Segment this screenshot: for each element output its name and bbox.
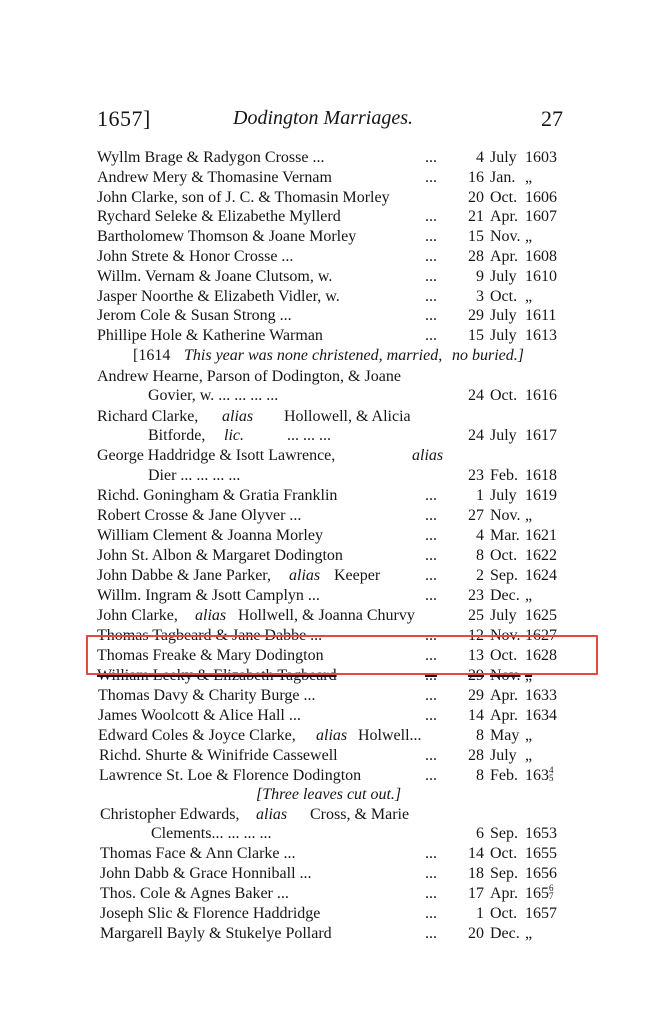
entry-dots: ...: [425, 747, 437, 764]
entry-clarke-line2: [0, 426, 667, 446]
marriage-entry: [0, 227, 667, 247]
entry-year: „: [525, 667, 533, 684]
entry-dots: ...: [425, 767, 437, 784]
entry-name: John Strete & Honor Crosse ...: [97, 248, 294, 265]
marriage-entry: [0, 904, 667, 924]
page-number: 27: [541, 106, 563, 131]
entry-month: Dec.: [490, 925, 520, 942]
entry-dots: ...: [425, 707, 437, 724]
entry-day: 24: [468, 427, 484, 444]
entry-year: 1603: [525, 149, 557, 166]
entry-year: 1619: [525, 487, 557, 504]
entry-day: 9: [476, 267, 484, 285]
entry-edwards-line1: [0, 805, 667, 825]
entry-month: Oct.: [490, 905, 518, 922]
marriage-entry: [0, 526, 667, 546]
entry-year: 1617: [525, 427, 557, 444]
entry-dots: ...: [425, 567, 437, 584]
entry-month: Oct.: [490, 188, 518, 206]
marriage-entry: [0, 148, 667, 168]
marriage-entry: [0, 864, 667, 884]
marriage-entry: [0, 884, 667, 904]
marriage-entry: [0, 326, 667, 346]
entry-day: 29: [468, 307, 484, 325]
entry-name: William Clement & Joanna Morley: [97, 527, 323, 544]
entry-name: John Clarke,: [97, 607, 178, 624]
entry-day: 8: [476, 547, 484, 564]
entry-name: Thos. Cole & Agnes Baker ...: [100, 885, 289, 902]
entry-year: 1628: [525, 647, 557, 664]
entry-month: Apr.: [490, 707, 518, 724]
year-fraction: 4 5: [549, 765, 554, 783]
entry-year: 1627: [525, 627, 557, 644]
entry-month: July: [490, 327, 517, 345]
entry-year: „: [525, 507, 533, 524]
entry-day: 18: [468, 865, 484, 882]
header-title: Dodington Marriages.: [233, 107, 413, 129]
entry-month: Sep.: [490, 825, 518, 842]
entry-dots: ...: [425, 925, 437, 942]
entry-month: Mar.: [490, 527, 520, 544]
entry-clarke-line1: [0, 407, 667, 427]
entry-name: Richd. Shurte & Winifride Cassewell: [99, 747, 338, 764]
entry-month: July: [490, 427, 517, 444]
marriage-entry: [0, 924, 667, 944]
entry-dots: ...: [425, 865, 437, 882]
entry-alias: alias: [289, 567, 321, 584]
entry-dots: ...: [425, 905, 437, 922]
entry-day: 14: [468, 707, 484, 724]
entry-dots: ...: [425, 885, 437, 902]
marriage-entry: [0, 207, 667, 227]
entry-name: Thomas Face & Ann Clarke ...: [100, 845, 296, 862]
entry-day: 4: [476, 149, 484, 166]
entry-month: July: [490, 607, 517, 624]
marriage-entry: [0, 287, 667, 307]
entry-month: Apr.: [490, 248, 518, 265]
entry-day: 12: [468, 627, 484, 644]
page-header: [97, 106, 563, 136]
entry-year: „: [525, 747, 533, 764]
entry-dots: ...: [425, 845, 437, 862]
entry-day: 29: [468, 667, 484, 684]
entry-name-cont: Govier, w. ... ... ... ...: [148, 387, 279, 404]
entry-dots: ...: [425, 627, 437, 644]
entry-dots: ...: [425, 228, 437, 246]
entry-hearne-line1: [0, 367, 667, 387]
entry-name: Phillipe Hole & Katherine Warman: [97, 327, 323, 345]
entry-dots: ...: [425, 287, 437, 305]
entry-alias: alias: [256, 806, 288, 823]
entry-month: July: [490, 307, 517, 325]
entry-dots: ...: [425, 507, 437, 524]
entry-name: John Clarke, son of J. C. & Thomasin Morley: [97, 188, 390, 206]
entry-day: 1: [476, 905, 484, 922]
entry-day: 6: [476, 825, 484, 842]
entry-name: Lawrence St. Loe & Florence Dodington: [99, 767, 362, 784]
entry-dabbe: [0, 566, 667, 586]
entry-day: 28: [468, 248, 484, 265]
note-1614-open: [1614: [133, 347, 171, 364]
entry-dots: ...: [425, 527, 437, 544]
entry-name: Edward Coles & Joyce Clarke,: [98, 727, 296, 744]
entry-edwards-line2: [0, 824, 667, 844]
header-year: 1657]: [97, 106, 151, 131]
entry-dots: ...: [425, 487, 437, 504]
entry-name: Thomas Freake & Mary Dodington: [97, 647, 324, 664]
entry-dots: ...: [425, 667, 437, 684]
entry-name: Robert Crosse & Jane Olyver ...: [97, 507, 302, 524]
entry-name-cont: Clements... ... ... ...: [151, 825, 272, 842]
marriage-entry: [0, 706, 667, 726]
entry-alias: alias: [222, 408, 254, 425]
entry-name: Wyllm Brage & Radygon Crosse ...: [97, 149, 325, 166]
entry-year: 1607: [525, 208, 557, 226]
entry-name: Jerom Cole & Susan Strong ...: [97, 307, 292, 325]
entry-name: William Leeky & Elizabeth Tagbeard: [97, 667, 337, 684]
entry-name: Willm. Ingram & Jsott Camplyn ...: [97, 587, 320, 604]
entry-month: Dec.: [490, 587, 520, 604]
entry-dots: ...: [425, 307, 437, 325]
entry-year: 1625: [525, 607, 557, 624]
note-three-leaves: [0, 785, 667, 805]
entry-day: 8: [476, 727, 484, 744]
entry-day: 29: [468, 687, 484, 704]
highlight-box: [86, 635, 598, 675]
entry-day: 20: [468, 925, 484, 942]
entry-year: 1618: [525, 467, 557, 484]
entry-day: 14: [468, 845, 484, 862]
year-fraction: 6 7: [549, 883, 554, 901]
entry-name: Margarell Bayly & Stukelye Pollard: [100, 925, 332, 942]
entry-year: 1621: [525, 527, 557, 544]
entry-year: 1616: [525, 387, 557, 404]
entry-day: 13: [468, 647, 484, 664]
entry-month: Feb.: [490, 467, 518, 484]
note-1614-end: no buried.]: [452, 347, 524, 364]
entry-dots: ...: [425, 687, 437, 704]
entry-year: 165 6 7: [525, 883, 554, 902]
entry-year: „: [525, 168, 533, 186]
entry-dots: ...: [425, 587, 437, 604]
entry-dots: ...: [425, 647, 437, 664]
entry-name: Richd. Goningham & Gratia Franklin: [97, 487, 338, 504]
entry-year: 1606: [525, 188, 557, 206]
entry-month: May: [490, 727, 520, 744]
entry-coles: [0, 726, 667, 746]
entry-name: Andrew Hearne, Parson of Dodington, & Joane: [97, 368, 401, 385]
entry-month: July: [490, 267, 517, 285]
entry-alias: alias: [195, 607, 227, 624]
entry-day: 24: [468, 387, 484, 404]
entry-year: „: [525, 228, 533, 246]
entry-hearne-line2: [0, 386, 667, 406]
entry-month: Oct.: [490, 547, 518, 564]
entry-month: Sep.: [490, 567, 518, 584]
entry-name: Jasper Noorthe & Elizabeth Vidler, w.: [97, 287, 340, 305]
entry-month: Apr.: [490, 885, 518, 902]
entry-day: 17: [468, 885, 484, 902]
entry-day: 15: [468, 228, 484, 246]
entry-day: 20: [468, 188, 484, 206]
entry-year: 1655: [525, 845, 557, 862]
entry-day: 15: [468, 327, 484, 345]
entry-year: 1611: [525, 307, 557, 325]
entry-day: 25: [468, 607, 484, 624]
entry-month: July: [490, 487, 517, 504]
entry-day: 27: [468, 507, 484, 524]
entry-dots: ... ... ...: [287, 427, 331, 444]
entry-month: Oct.: [490, 387, 518, 404]
entry-dots: ...: [425, 208, 437, 226]
entry-year: 1608: [525, 248, 557, 265]
entry-name-cont: Bitforde,: [148, 427, 206, 444]
entry-dots: ...: [425, 327, 437, 345]
marriage-entry: [0, 188, 667, 208]
entry-day: 8: [476, 767, 484, 784]
entry-month: Nov.: [490, 627, 521, 644]
entry-day: 23: [468, 467, 484, 484]
entry-name-cont: Keeper: [334, 567, 381, 584]
marriage-entry: [0, 746, 667, 766]
entry-name-cont: Dier ... ... ... ...: [148, 467, 241, 484]
entry-dots: ...: [425, 149, 437, 166]
entry-year: 1656: [525, 865, 557, 882]
entry-month: Nov.: [490, 667, 521, 684]
entry-name-cont: Hollowell, & Alicia: [284, 408, 411, 425]
entry-dots: ...: [425, 168, 437, 186]
entry-name: Joseph Slic & Florence Haddridge: [100, 905, 321, 922]
entry-year: 1610: [525, 267, 557, 285]
entry-month: Apr.: [490, 687, 518, 704]
entry-month: Oct.: [490, 845, 518, 862]
entry-name: Richard Clarke,: [97, 408, 199, 425]
entry-month: July: [490, 747, 517, 764]
entry-year: 1633: [525, 687, 557, 704]
entry-haddridge-line1: [0, 446, 667, 466]
entry-name: George Haddridge & Isott Lawrence,: [97, 447, 336, 464]
entry-alias: alias: [412, 447, 444, 464]
entry-year: 1624: [525, 567, 557, 584]
entry-name: Bartholomew Thomson & Joane Morley: [97, 228, 357, 246]
entry-month: Nov.: [490, 228, 521, 246]
note-1614: [0, 346, 667, 366]
entry-name: Thomas Tagbeard & Jane Dabbe ...: [97, 627, 323, 644]
entry-name-cont: Cross, & Marie: [310, 806, 410, 823]
entry-day: 23: [468, 587, 484, 604]
entry-year: „: [525, 727, 533, 744]
entry-year: 1613: [525, 327, 557, 345]
marriage-entry: [0, 306, 667, 326]
entry-name: Thomas Davy & Charity Burge ...: [98, 687, 316, 704]
note-text: [Three leaves cut out.]: [256, 786, 402, 803]
marriage-entry: [0, 506, 667, 526]
marriage-entry: [0, 486, 667, 506]
entry-dots: ...: [425, 547, 437, 564]
entry-month: Sep.: [490, 865, 518, 882]
marriage-entry: [0, 686, 667, 706]
marriage-entry: [0, 267, 667, 287]
entry-day: 28: [468, 747, 484, 764]
entry-name: Andrew Mery & Thomasine Vernam: [97, 168, 332, 186]
entry-name: John Dabb & Grace Honniball ...: [100, 865, 312, 882]
note-1614-text: This year was none christened, married,: [184, 347, 443, 364]
entry-month: Oct.: [490, 287, 518, 305]
entry-name: James Woolcott & Alice Hall ...: [98, 707, 301, 724]
entry-day: 16: [468, 168, 484, 186]
entry-month: Oct.: [490, 647, 518, 664]
marriage-entry: [0, 586, 667, 606]
entry-haddridge-line2: [0, 466, 667, 486]
entry-month: Apr.: [490, 208, 518, 226]
entry-name: Christopher Edwards,: [100, 806, 240, 823]
entry-year: 1634: [525, 707, 557, 724]
marriage-entry: [0, 168, 667, 188]
entry-day: 4: [476, 527, 484, 544]
entry-year: 1657: [525, 905, 557, 922]
entry-name: Willm. Vernam & Joane Clutsom, w.: [97, 267, 333, 285]
entry-day: 2: [476, 567, 484, 584]
marriage-entry: [0, 247, 667, 267]
entry-year: „: [525, 287, 533, 305]
marriage-entry: [0, 844, 667, 864]
entry-year: „: [525, 925, 533, 942]
entry-day: 3: [476, 287, 484, 305]
entry-alias: alias: [316, 727, 348, 744]
entry-month: July: [490, 149, 517, 166]
marriage-entry: [0, 546, 667, 566]
entry-name: John Dabbe & Jane Parker,: [97, 567, 271, 584]
entry-year: 1653: [525, 825, 557, 842]
entry-month: Feb.: [490, 767, 518, 784]
marriage-entry: [0, 766, 667, 786]
entry-month: Nov.: [490, 507, 521, 524]
entry-month: Jan.: [490, 168, 516, 186]
entry-dots: ...: [425, 248, 437, 265]
entry-dots: ...: [425, 267, 437, 285]
entry-day: 21: [468, 208, 484, 226]
entry-name: Rychard Seleke & Elizabethe Myllerd: [97, 208, 341, 226]
entry-year: 1622: [525, 547, 557, 564]
entry-year: 163 4 5: [525, 765, 554, 784]
entry-day: 1: [476, 487, 484, 504]
entry-year: „: [525, 587, 533, 604]
entry-name: John St. Albon & Margaret Dodington: [97, 547, 343, 564]
entry-name-cont: Hollwell, & Joanna Churvy: [238, 607, 415, 624]
entry-hollwell: [0, 606, 667, 626]
entry-lic: lic.: [224, 427, 244, 444]
entry-name-cont: Holwell...: [358, 727, 422, 744]
